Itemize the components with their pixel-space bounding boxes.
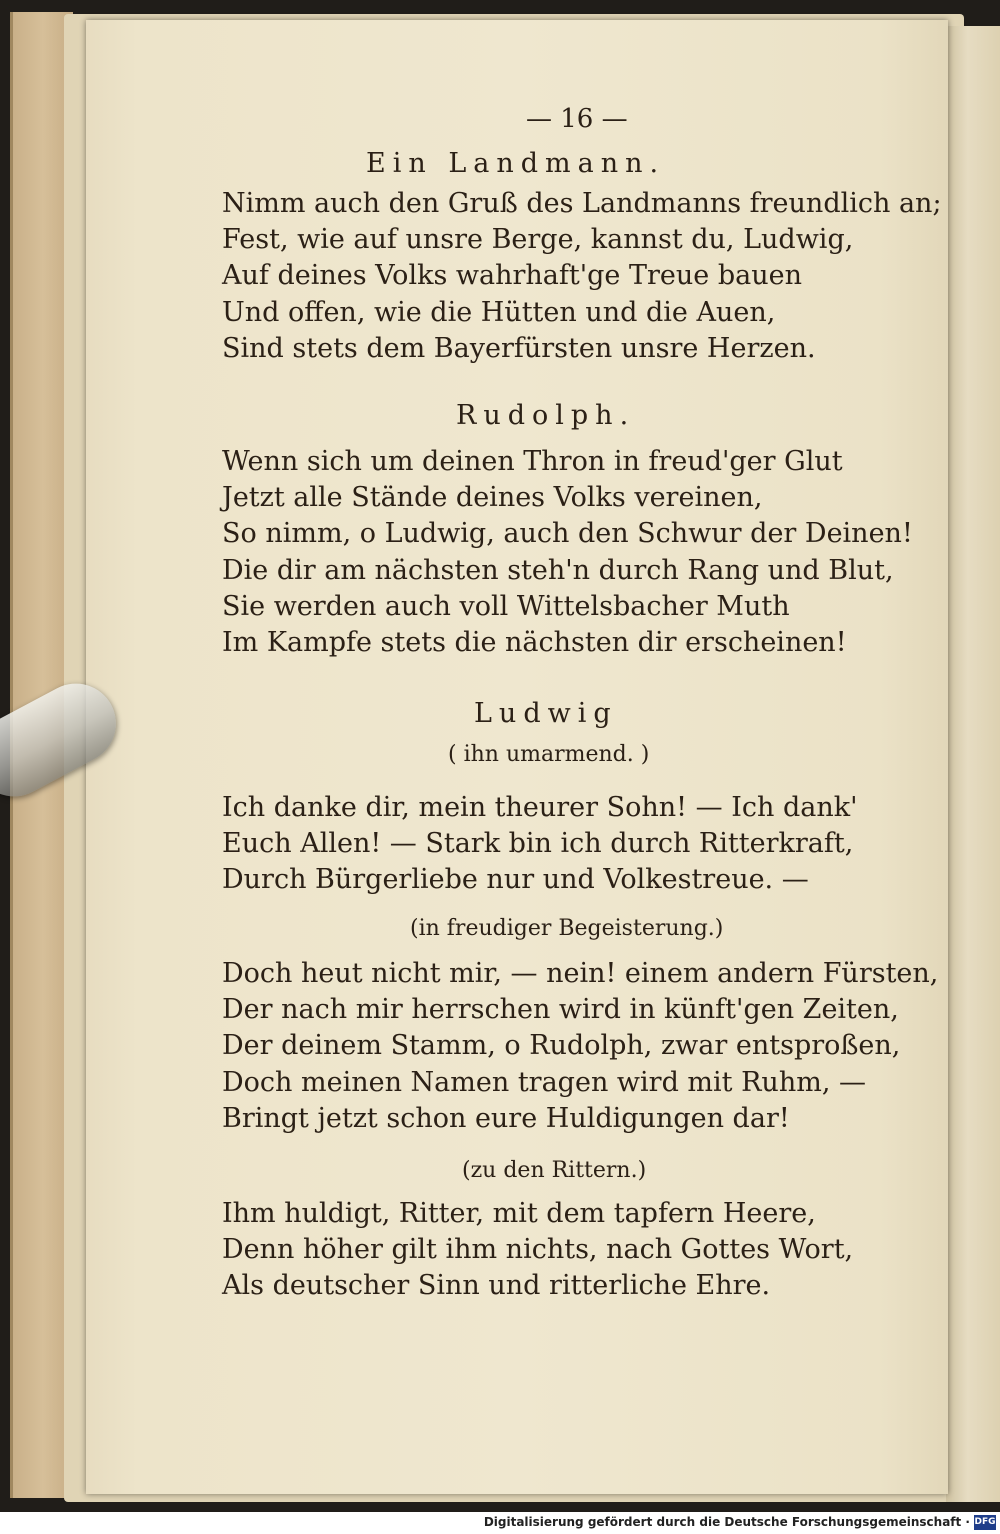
book-page [86, 20, 948, 1494]
verse-block-landmann [222, 186, 942, 367]
verse-block-rudolph [222, 444, 913, 661]
verse-line: Sie werden auch voll Wittelsbacher Muth [222, 590, 790, 622]
verse-line: Ihm huldigt, Ritter, mit dem tapfern Heere, [222, 1198, 816, 1229]
page-number: — 16 — [526, 104, 628, 134]
verse-block-ludwig-1 [222, 790, 858, 899]
verse-line: Wenn sich um deinen Thron in freud'ger Glut [222, 446, 843, 477]
speaker-rudolph: Rudolph. [456, 400, 636, 431]
verse-line: Nimm auch den Gruß des Landmanns freundlich an; [222, 188, 942, 219]
verse-line: Bringt jetzt schon eure Huldigungen dar! [222, 1102, 790, 1134]
verse-line: So nimm, o Ludwig, auch den Schwur der Deinen! [222, 518, 913, 550]
dfg-logo-icon: DFG [974, 1515, 996, 1530]
verse-block-ludwig-3 [222, 1196, 853, 1305]
stage-direction-enthusiasm: (in freudiger Begeisterung.) [410, 916, 724, 941]
verse-line: Die dir am nächsten steh'n durch Rang und Blut, [222, 554, 894, 586]
verse-line: Im Kampfe stets die nächsten dir erscheinen! [222, 627, 847, 659]
verse-block-ludwig-2 [222, 956, 938, 1137]
verse-line: Und offen, wie die Hütten und die Auen, [222, 296, 776, 328]
verse-line: Fest, wie auf unsre Berge, kannst du, Ludwig, [222, 224, 854, 256]
verse-line: Ich danke dir, mein theurer Sohn! — Ich dank' [222, 792, 858, 823]
facing-page-edge [946, 26, 1000, 1502]
speaker-landmann: Ein Landmann. [366, 148, 666, 179]
verse-line: Sind stets dem Bayerfürsten unsre Herzen. [222, 332, 816, 364]
verse-line: Doch meinen Namen tragen wird mit Ruhm, — [222, 1066, 866, 1098]
verse-line: Als deutscher Sinn und ritterliche Ehre. [222, 1270, 771, 1302]
verse-line: Der nach mir herrschen wird in künft'gen Zeiten, [222, 994, 899, 1026]
stage-direction-knights: (zu den Rittern.) [462, 1158, 647, 1183]
verse-line: Durch Bürgerliebe nur und Volkestreue. — [222, 864, 809, 896]
verse-line: Auf deines Volks wahrhaft'ge Treue bauen [222, 260, 802, 292]
digitization-footer [0, 1512, 1000, 1534]
verse-line: Jetzt alle Stände deines Volks vereinen, [222, 482, 763, 514]
funding-credit: Digitalisierung gefördert durch die Deutsche Forschungsgemeinschaft · [483, 1515, 970, 1529]
speaker-ludwig: Ludwig [474, 698, 618, 729]
verse-line: Euch Allen! — Stark bin ich durch Ritterkraft, [222, 828, 854, 860]
verse-line: Doch heut nicht mir, — nein! einem andern Fürsten, [222, 958, 939, 989]
stage-direction-embrace: ( ihn umarmend. ) [448, 742, 650, 767]
verse-line: Der deinem Stamm, o Rudolph, zwar entsproßen, [222, 1030, 901, 1062]
verse-line: Denn höher gilt ihm nichts, nach Gottes Wort, [222, 1234, 854, 1266]
